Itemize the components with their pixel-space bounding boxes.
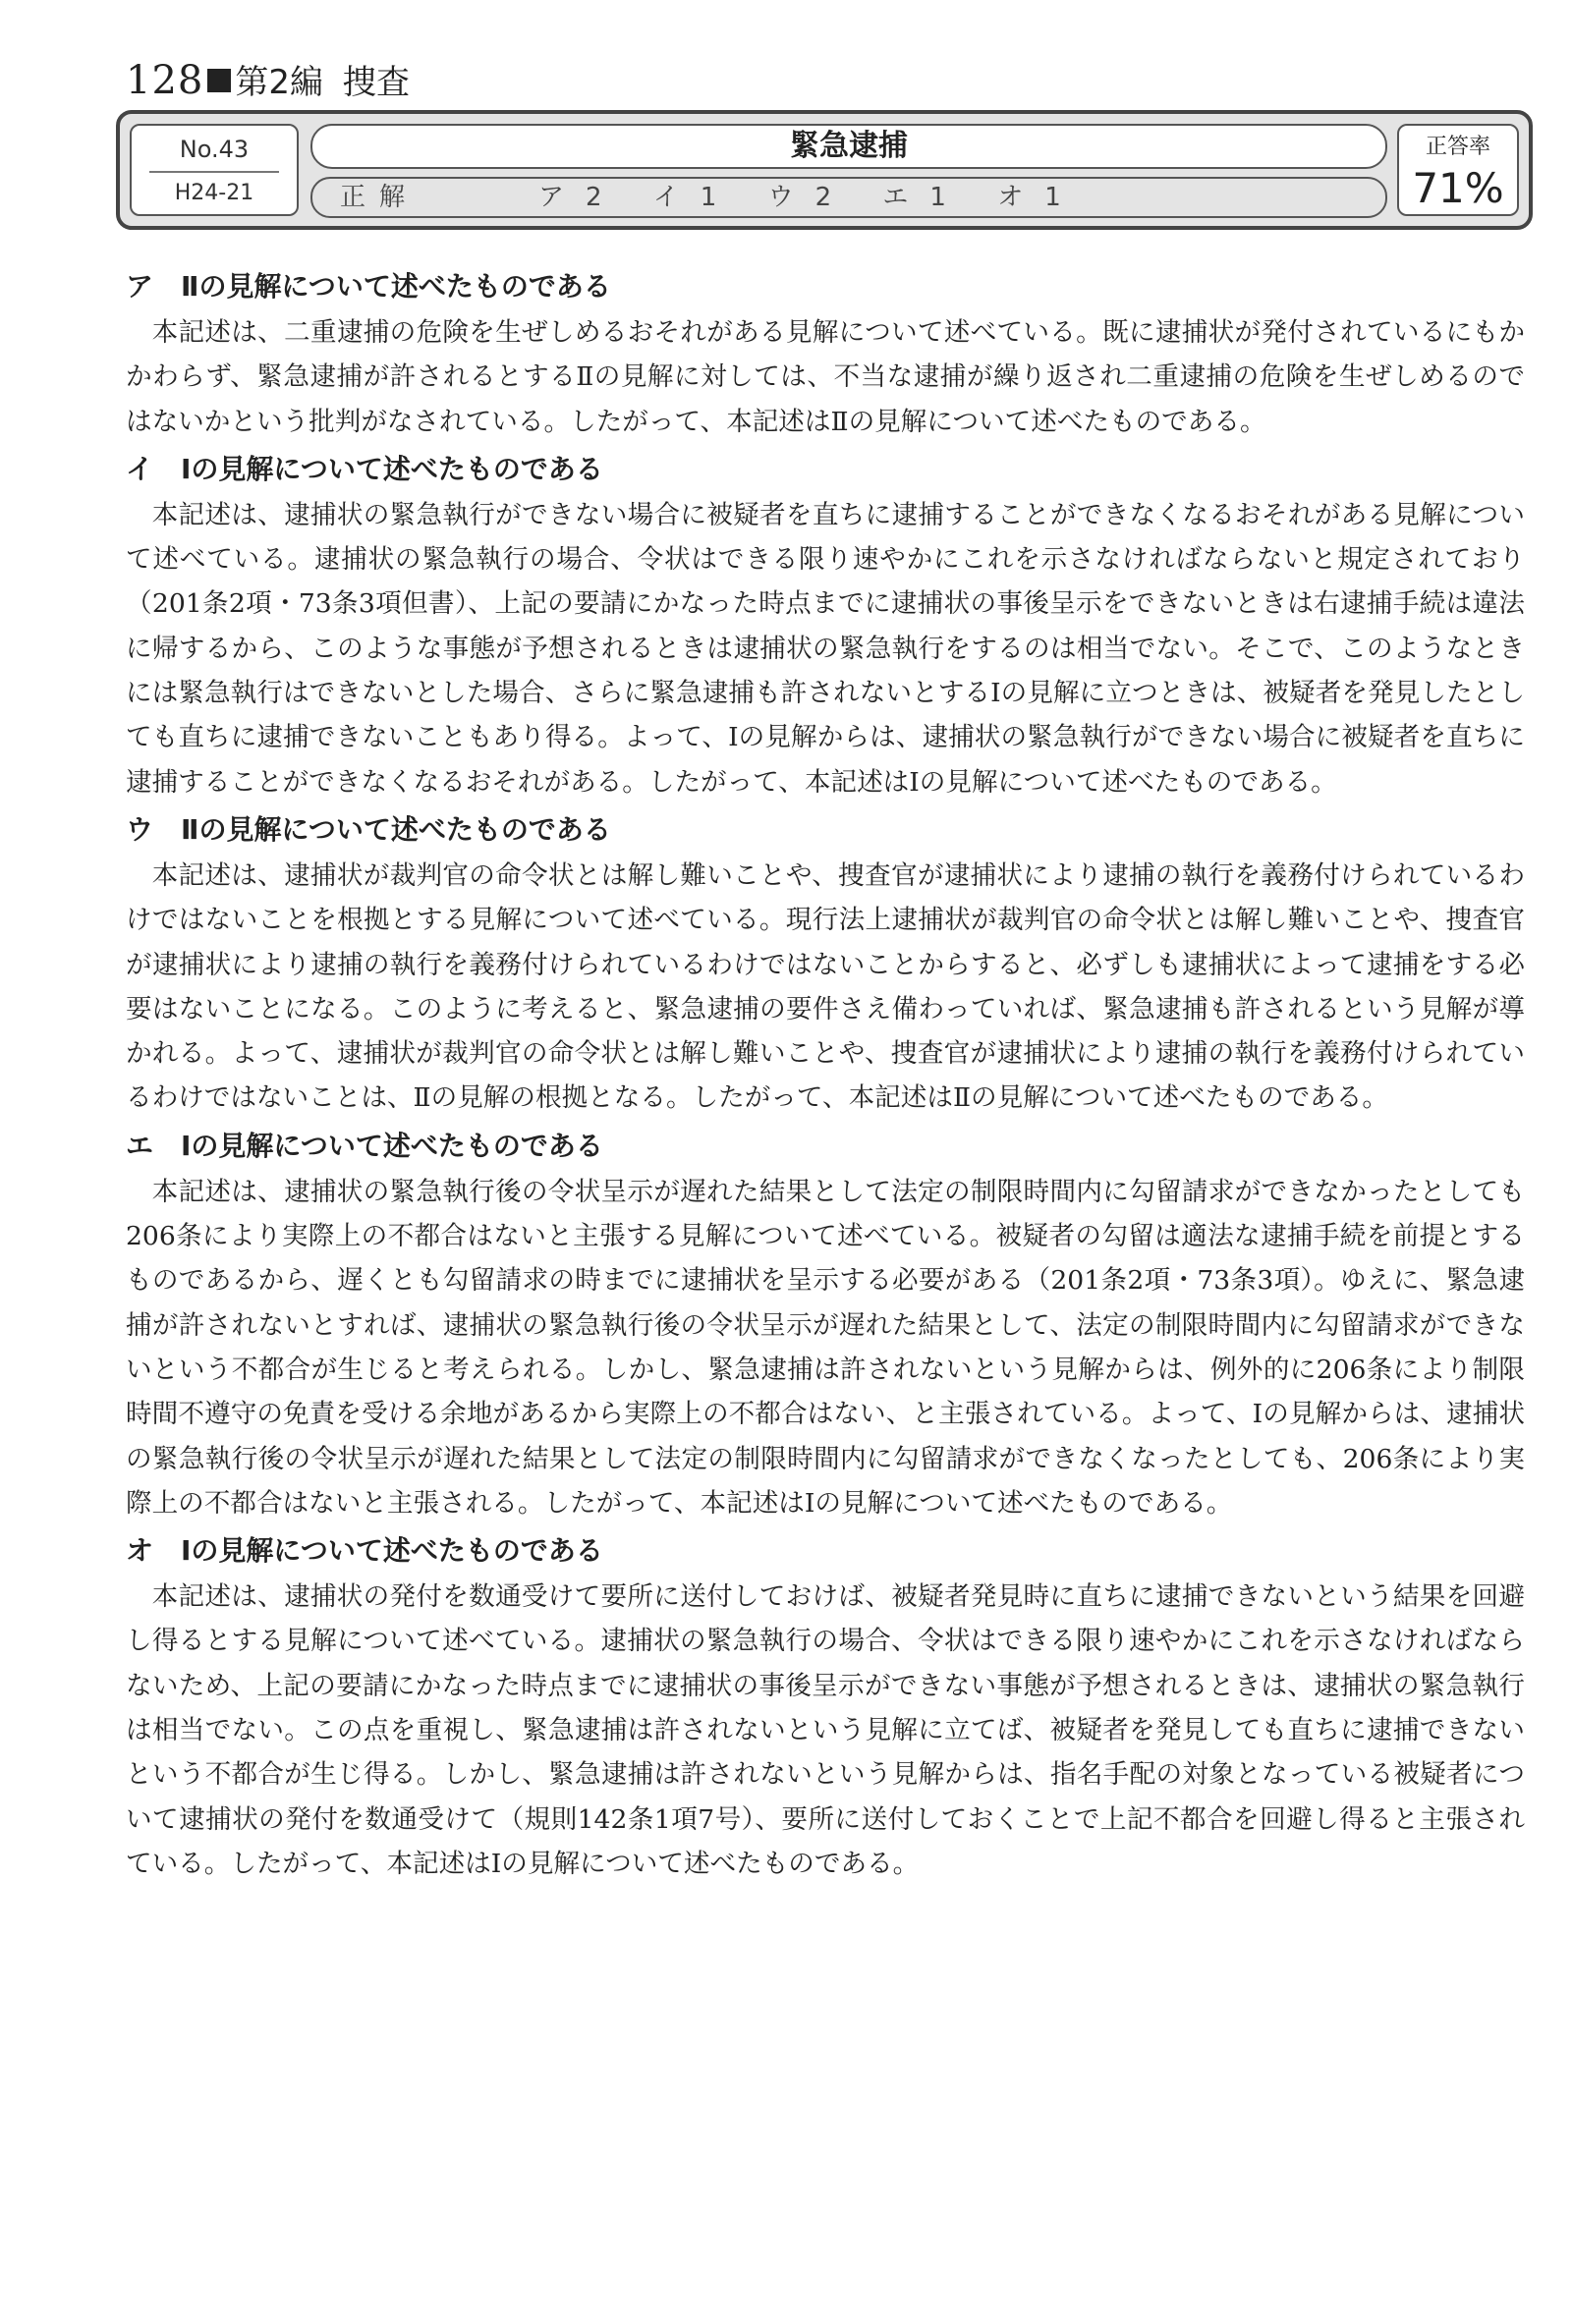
section-heading <box>126 448 1525 493</box>
answer-label: 正解 <box>340 183 420 212</box>
section-marker: ウ <box>126 812 154 846</box>
section-heading-text: Ⅰの見解について述べたものである <box>181 452 603 485</box>
section-body: 本記述は、逮捕状の発付を数通受けて要所に送付しておけば、被疑者発見時に直ちに逮捕できないという結果を回避し得るとする見解について述べている。逮捕状の緊急執行の場合、令状はできる限り速やかにこれを示さなければならないため、上記の要請にかなった時点までに逮捕状の事後呈示ができない事態が予想されるときは、逮捕状の緊急執行は相当でない。この点を重視し、緊急逮捕は許されないという見解に立てば、被疑者を発見しても直ちに逮捕できないという不都合が生じ得る。しかし、緊急逮捕は許されないという見解からは、指名手配の対象となっている被疑者について逮捕状の発付を数通受けて（規則142条1項7号）、要所に送付しておくことで上記不都合を回避し得ると主張されている。したがって、本記述はⅠの見解について述べたものである。 <box>126 1581 1525 1879</box>
running-head <box>126 59 410 104</box>
section-heading <box>126 1529 1525 1575</box>
question-number: No.43 <box>179 136 250 163</box>
question-header-box <box>116 110 1533 230</box>
section-marker: イ <box>126 452 154 485</box>
accuracy-label: 正答率 <box>1425 135 1490 159</box>
answer-bar <box>310 177 1387 218</box>
section-body: 本記述は、逮捕状の緊急執行ができない場合に被疑者を直ちに逮捕することができなくなるおそれがある見解について述べている。逮捕状の緊急執行の場合、令状はできる限り速やかにこれを示さなければならないと規定されており（201条2項・73条3項但書）、上記の要請にかなった時点までに逮捕状の事後呈示をできないときは右逮捕手続は違法に帰するから、このような事態が予想されるときは逮捕状の緊急執行をするのは相当でない。そこで、このようなときには緊急執行はできないとした場合、さらに緊急逮捕も許されないとするⅠの見解に立つときは、被疑者を発見したとしても直ちに逮捕できないこともあり得る。よって、Ⅰの見解からは、逮捕状の緊急執行ができない場合に被疑者を直ちに逮捕することができなくなるおそれがある。したがって、本記述はⅠの見解について述べたものである。 <box>126 499 1525 798</box>
section-o <box>126 1529 1525 1886</box>
accuracy-value: 71% <box>1412 164 1504 212</box>
answer-sequence: ア2 イ1 ウ2 エ1 オ1 <box>538 183 1083 212</box>
section-marker: ア <box>126 270 154 303</box>
chapter-label: 捜査 <box>343 63 410 102</box>
section-e <box>126 1125 1525 1525</box>
section-i <box>126 448 1525 804</box>
section-heading <box>126 1125 1525 1170</box>
section-heading-text: Ⅰの見解について述べたものである <box>181 1534 603 1568</box>
section-heading-text: Ⅱの見解について述べたものである <box>181 270 611 303</box>
section-heading <box>126 808 1525 854</box>
accuracy-box <box>1397 124 1519 216</box>
section-heading <box>126 265 1525 310</box>
section-body: 本記述は、二重逮捕の危険を生ぜしめるおそれがある見解について述べている。既に逮捕状が発付されているにもかかわらず、緊急逮捕が許されるとするⅡの見解に対しては、不当な逮捕が繰り返され二重逮捕の危険を生ぜしめるのではないかという批判がなされている。したがって、本記述はⅡの見解について述べたものである。 <box>126 317 1525 437</box>
question-id-box <box>130 124 299 216</box>
section-heading-text: Ⅱの見解について述べたものである <box>181 812 611 846</box>
part-label: 第2編 <box>235 63 323 102</box>
section-heading-text: Ⅰの見解について述べたものである <box>181 1129 603 1162</box>
section-marker: エ <box>126 1129 154 1162</box>
divider <box>149 171 279 173</box>
section-marker: オ <box>126 1534 154 1568</box>
section-a <box>126 265 1525 444</box>
explanation-body <box>126 265 1525 1890</box>
section-body: 本記述は、逮捕状の緊急執行後の令状呈示が遅れた結果として法定の制限時間内に勾留請求ができなかったとしても206条により実際上の不都合はないと主張する見解について述べている。被疑者の勾留は適法な逮捕手続を前提とするものであるから、遅くとも勾留請求の時までに逮捕状を呈示する必要がある（201条2項・73条3項）。ゆえに、緊急逮捕が許されないとすれば、逮捕状の緊急執行後の令状呈示が遅れた結果として、法定の制限時間内に勾留請求ができないという不都合が生じると考えられる。しかし、緊急逮捕は許されないという見解からは、例外的に206条により制限時間不遵守の免責を受ける余地があるから実際上の不都合はない、と主張されている。よって、Ⅰの見解からは、逮捕状の緊急執行後の令状呈示が遅れた結果として法定の制限時間内に勾留請求ができなくなったとしても、206条により実際上の不都合はないと主張される。したがって、本記述はⅠの見解について述べたものである。 <box>126 1176 1525 1519</box>
section-u <box>126 808 1525 1121</box>
question-source: H24-21 <box>174 181 254 205</box>
page-number: 128 <box>126 58 204 103</box>
section-body: 本記述は、逮捕状が裁判官の命令状とは解し難いことや、捜査官が逮捕状により逮捕の執行を義務付けられているわけではないことを根拠とする見解について述べている。現行法上逮捕状が裁判官の命令状とは解し難いことや、捜査官が逮捕状により逮捕の執行を義務付けられているわけではないことからすると、必ずしも逮捕状によって逮捕をする必要はないことになる。このように考えると、緊急逮捕の要件さえ備わっていれば、緊急逮捕も許されるという見解が導かれる。よって、逮捕状が裁判官の命令状とは解し難いことや、捜査官が逮捕状により逮捕の執行を義務付けられているわけではないことは、Ⅱの見解の根拠となる。したがって、本記述はⅡの見解について述べたものである。 <box>126 859 1525 1114</box>
question-title: 緊急逮捕 <box>310 124 1387 169</box>
square-bullet-icon <box>207 69 231 92</box>
